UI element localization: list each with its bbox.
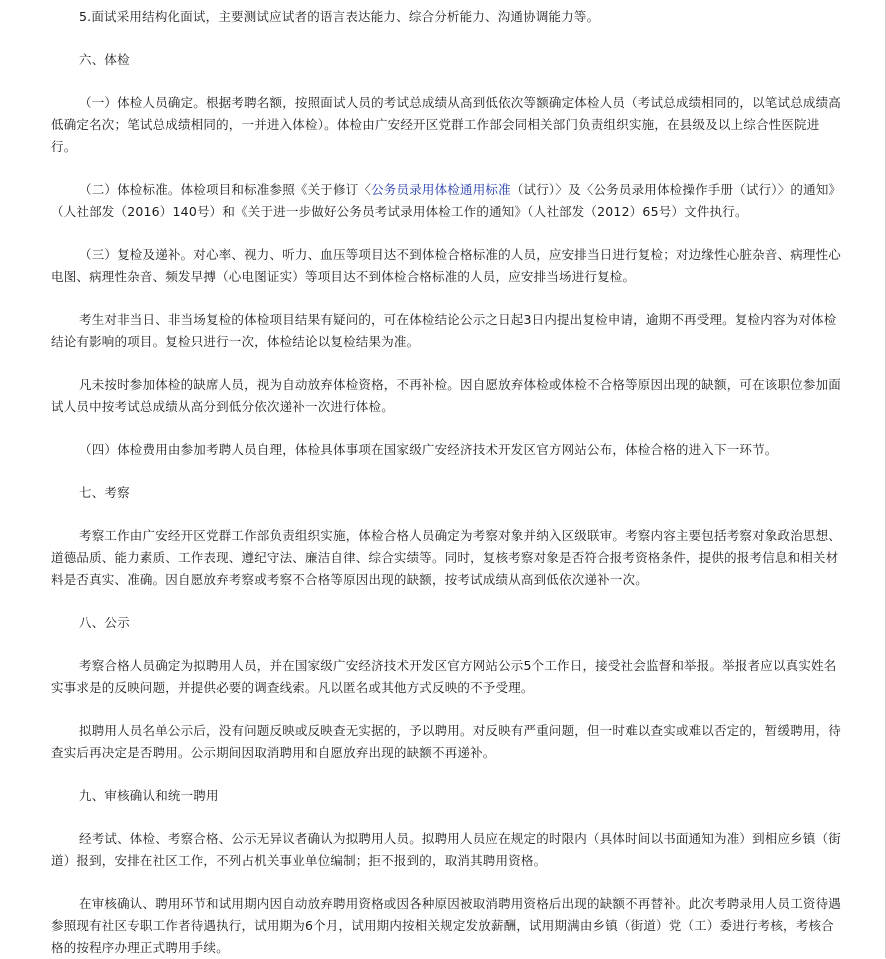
paragraph-publicity-result: 拟聘用人员名单公示后，没有问题反映或反映查无实据的，予以聘用。对反映有严重问题，但一时难以查实或难以否定的，暂缓聘用，待查实后再决定是否聘用。公示期间因取消聘用和自愿放弃出现的缺额不再递补。: [51, 723, 842, 760]
exam-standard-link[interactable]: 公务员录用体检通用标准: [371, 182, 511, 197]
paragraph-reexam: （三）复检及递补。对心率、视力、听力、血压等项目达不到体检合格标准的人员，应安排当日进行复检；对边缘性心脏杂音、病理性心电图、病理性杂音、频发早搏（心电图证实）等项目达不到体检合格标准的人员，应安排当场进行复检。: [51, 247, 842, 284]
paragraph-probation: 在审核确认、聘用环节和试用期内因自动放弃聘用资格或因各种原因被取消聘用资格后出现的缺额不再替补。此次考聘录用人员工资待遇参照现有社区专职工作者待遇执行，试用期为6个月，试用期内按相关规定发放薪酬，试用期满由乡镇（街道）党（工）委进行考核，考核合格的按程序办理正式聘用手续。: [51, 896, 842, 955]
paragraph-exam-candidates: （一）体检人员确定。根据考聘名额，按照面试人员的考试总成绩从高到低依次等额确定体检人员（考试总成绩相同的，以笔试总成绩高低确定名次；笔试总成绩相同的，一并进入体检）。体检由广安经开区党群工作部会同相关部门负责组织实施，在县级及以上综合性医院进行。: [51, 95, 842, 154]
section-heading-publicity: 八、公示: [79, 615, 130, 630]
paragraph-reexam-request: 考生对非当日、非当场复检的体检项目结果有疑问的，可在体检结论公示之日起3日内提出复检申请，逾期不再受理。复检内容为对体检结论有影响的项目。复检只进行一次，体检结论以复检结果为准。: [51, 312, 837, 349]
article-body: [51, 6, 841, 959]
section-heading-confirmation: 九、审核确认和统一聘用: [79, 788, 219, 803]
paragraph-interview-method: 5.面试采用结构化面试，主要测试应试者的语言表达能力、综合分析能力、沟通协调能力等。: [79, 9, 600, 24]
paragraph-inspection: 考察工作由广安经开区党群工作部负责组织实施，体检合格人员确定为考察对象并纳入区级联审。考察内容主要包括考察对象政治思想、道德品质、能力素质、工作表现、遵纪守法、廉洁自律、综合实绩等。同时，复核考察对象是否符合报考资格条件，提供的报考信息和相关材料是否真实、准确。因自愿放弃考察或考察不合格等原因出现的缺额，按考试成绩从高到低依次递补一次。: [51, 528, 842, 587]
paragraph-publicity: 考察合格人员确定为拟聘用人员，并在国家级广安经济技术开发区官方网站公示5个工作日，接受社会监督和举报。举报者应以真实姓名实事求是的反映问题，并提供必要的调查线索。凡以匿名或其他方式反映的不予受理。: [51, 658, 837, 695]
paragraph-exam-fees: （四）体检费用由参加考聘人员自理，体检具体事项在国家级广安经济技术开发区官方网站公布，体检合格的进入下一环节。: [79, 442, 778, 457]
section-heading-physical-exam: 六、体检: [79, 52, 130, 67]
paragraph-exam-standards: [51, 179, 841, 223]
section-heading-inspection: 七、考察: [79, 485, 130, 500]
paragraph-absent-candidates: 凡未按时参加体检的缺席人员，视为自动放弃体检资格，不再补检。因自愿放弃体检或体检不合格等原因出现的缺额，可在该职位参加面试人员中按考试总成绩从高分到低分依次递补一次进行体检。: [51, 377, 842, 414]
exam-standards-text-post: （试行）〉及〈公务员录用体检操作手册（试行）〉的通知》（人社部发（2016）140号）和《关于进一步做好公务员考试录用体检工作的通知》（人社部发（2012）65号）文件执行。: [51, 182, 835, 219]
exam-standards-text-pre: （二）体检标准。体检项目和标准参照《关于修订〈: [79, 182, 372, 197]
paragraph-confirmation: 经考试、体检、考察合格、公示无异议者确认为拟聘用人员。拟聘用人员应在规定的时限内（具体时间以书面通知为准）到相应乡镇（街道）报到，安排在社区工作，不列占机关事业单位编制；拒不报到的，取消其聘用资格。: [51, 831, 842, 868]
